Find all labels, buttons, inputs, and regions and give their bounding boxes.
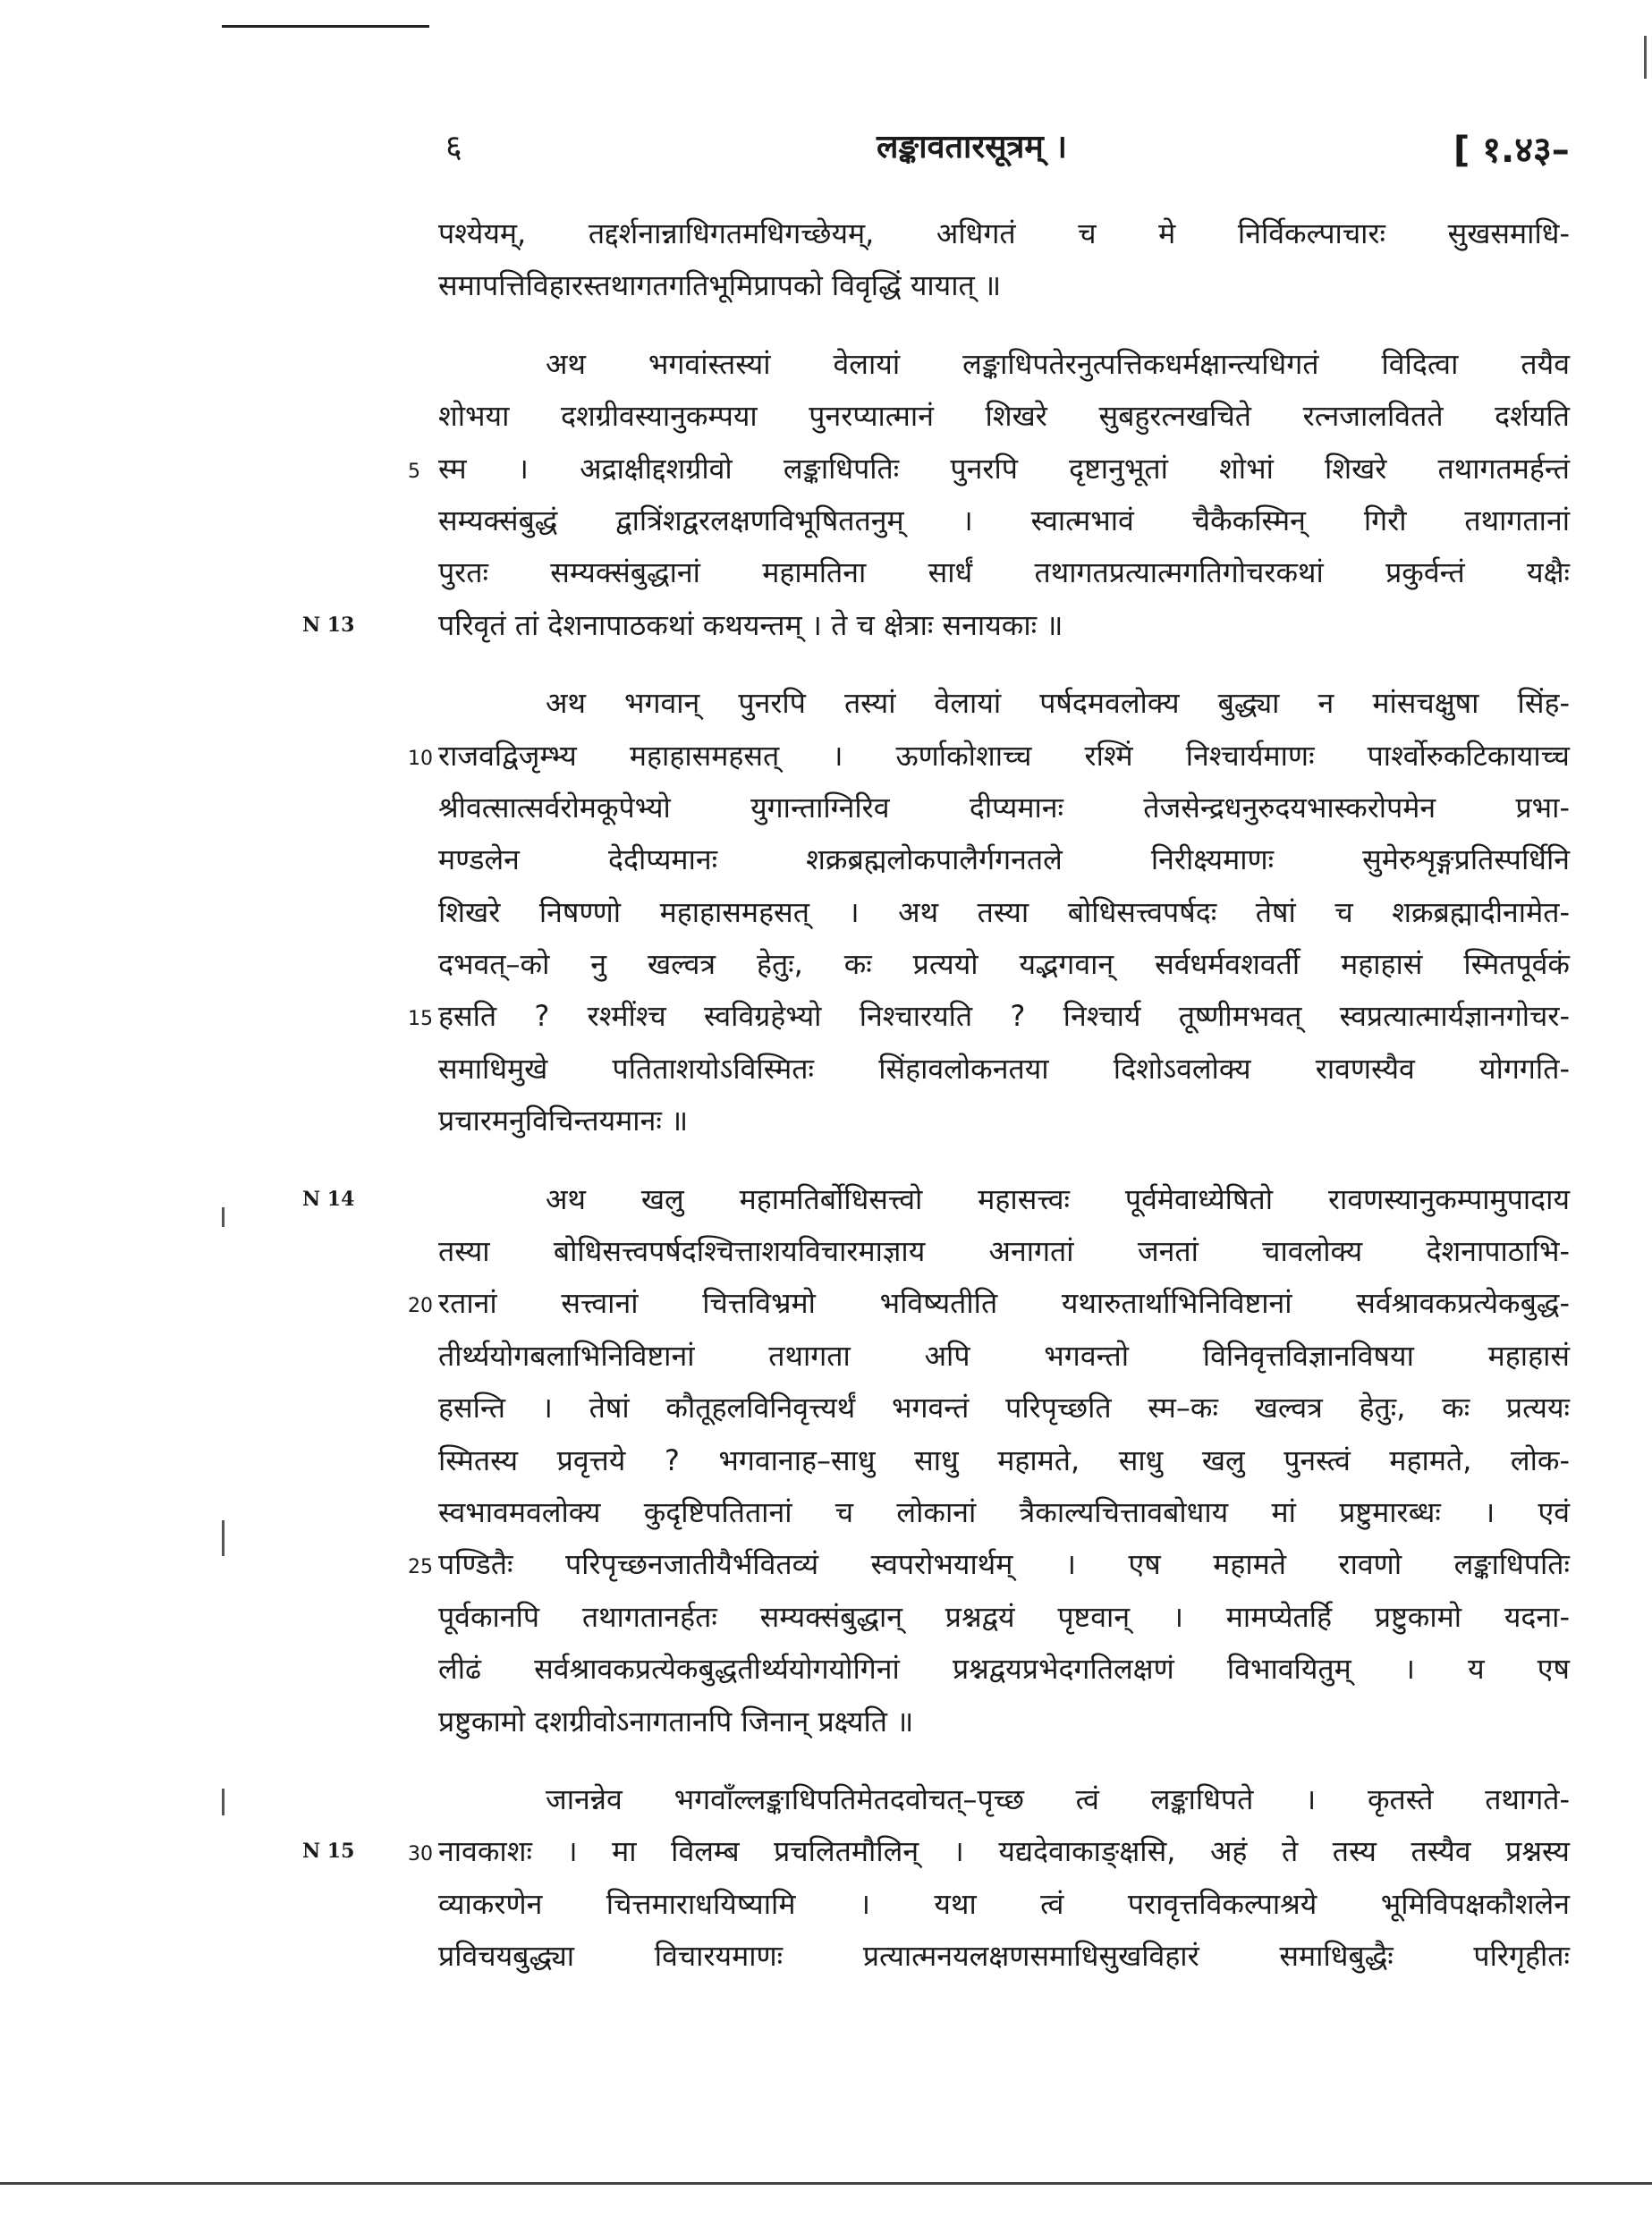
line-text: शोभया दशग्रीवस्यानुकम्पया पुनरप्यात्मानं शिखरे सुबहुरत्नखचिते रत्नजालवितते दर्शयति xyxy=(438,399,1570,434)
line-text: स्वभावमवलोक्य कुदृष्टिपतितानां च लोकानां त्रैकाल्यचित्तावबोधाय मां प्रष्टुमारब्धः । एवं xyxy=(438,1494,1570,1529)
scan-speck xyxy=(222,1207,225,1227)
running-head xyxy=(0,123,1652,177)
line-number: 15 xyxy=(408,1008,433,1031)
line-text: प्रष्टुकामो दशग्रीवोऽनागतानपि जिनान् प्रक्ष्यति ॥ xyxy=(438,1704,914,1739)
line-number: 20 xyxy=(408,1295,433,1318)
text-line xyxy=(438,782,1570,833)
bottom-rule xyxy=(0,2182,1652,2185)
text-line xyxy=(438,546,1570,598)
running-title: लङ्कावतारसूत्रम् । xyxy=(877,129,1068,165)
scan-speck xyxy=(1644,36,1647,79)
line-text: लीढं सर्वश्रावकप्रत्येकबुद्धतीर्थ्ययोगयोगिनां प्रश्नद्वयप्रभेदगतिलक्षणं विभावयितुम् । य एष xyxy=(438,1652,1570,1687)
line-text: अथ भगवान् पुनरपि तस्यां वेलायां पर्षदमवलोक्य बुद्ध्या न मांसचक्षुषा सिंह- xyxy=(546,686,1570,721)
text-line xyxy=(438,1225,1570,1277)
scan-speck xyxy=(222,1520,225,1556)
line-text: प्रविचयबुद्ध्या विचारयमाणः प्रत्यात्मनयलक्षणसमाधिसुखविहारं समाधिबुद्धैः परिगृहीतः xyxy=(438,1939,1570,1974)
text-line xyxy=(438,938,1570,990)
text-line xyxy=(408,730,1570,782)
text-line xyxy=(438,1930,1570,1982)
text-line xyxy=(438,495,1570,546)
text-line xyxy=(438,1643,1570,1695)
manuscript-folio-ref: N 15 xyxy=(302,1840,355,1864)
text-line xyxy=(438,1382,1570,1434)
line-text: शिखरे निषण्णो महाहासमहसत् । अथ तस्या बोधिसत्त्वपर्षदः तेषां च शक्रब्रह्मादीनामेत- xyxy=(438,894,1570,929)
text-line xyxy=(438,390,1570,442)
line-text: स्मितस्य प्रवृत्तये ? भगवानाह–साधु साधु महामते, साधु खलु पुनस्त्वं महामते, लोक- xyxy=(438,1442,1570,1477)
text-line xyxy=(438,1434,1570,1486)
text-line xyxy=(438,1696,1570,1747)
text-line xyxy=(438,833,1570,885)
text-line xyxy=(438,259,1570,311)
line-text: समाधिमुखे पतिताशयोऽविस्मितः सिंहावलोकनतया दिशोऽवलोक्य रावणस्यैव योगगति- xyxy=(438,1051,1570,1086)
line-text: तस्या बोधिसत्त्वपर्षदश्चित्ताशयविचारमाज्ञाय अनागतां जनतां चावलोक्य देशनापाठाभि- xyxy=(438,1234,1570,1269)
line-text: हसति ? रश्मींश्च स्वविग्रहेभ्यो निश्चारयति ? निश्चार्य तूष्णीमभवत् स्वप्रत्यात्मार्यज्ञानगोचर- xyxy=(438,999,1570,1034)
text-line xyxy=(438,1095,1570,1146)
line-text: हसन्ति । तेषां कौतूहलविनिवृत्त्यर्थं भगवन्तं परिपृच्छति स्म–कः खल्वत्र हेतुः, कः प्रत्ययः xyxy=(438,1391,1570,1426)
manuscript-folio-ref: N 13 xyxy=(302,613,355,637)
top-rule xyxy=(222,25,429,28)
line-text: रतानां सत्त्वानां चित्तविभ्रमो भविष्यतीति यथारुतार्थाभिनिविष्टानां सर्वश्रावकप्रत्येकबुद्ध- xyxy=(438,1286,1570,1321)
line-text: नावकाशः । मा विलम्ब प्रचलितमौलिन् । यद्यदेवाकाङ्क्षसि, अहं ते तस्य तस्यैव प्रश्नस्य xyxy=(438,1834,1570,1869)
line-text: अथ भगवांस्तस्यां वेलायां लङ्काधिपतेरनुत्पत्तिकधर्मक्षान्त्यधिगतं विदित्वा तयैव xyxy=(546,346,1570,381)
manuscript-folio-ref: N 14 xyxy=(302,1187,355,1211)
line-text: परिवृतं तां देशनापाठकथां कथयन्तम् । ते च क्षेत्राः सनायकाः ॥ xyxy=(438,607,1063,642)
line-text: श्रीवत्सात्सर्वरोमकूपेभ्यो युगान्ताग्निरिव दीप्यमानः तेजसेन्द्रधनुरुदयभास्करोपमेन प्रभा- xyxy=(438,790,1570,825)
text-line xyxy=(438,1773,1570,1825)
text-line xyxy=(302,1173,1570,1225)
body-text xyxy=(302,207,1570,1983)
text-line xyxy=(438,338,1570,390)
text-line xyxy=(438,1486,1570,1538)
text-line xyxy=(438,1878,1570,1930)
line-text: सम्यक्संबुद्धं द्वात्रिंशद्वरलक्षणविभूषिततनुम् । स्वात्मभावं चैकैकस्मिन् गिरौ तथागतानां xyxy=(438,503,1570,537)
line-text: पुरतः सम्यक्संबुद्धानां महामतिना सार्धं तथागतप्रत्यात्मगतिगोचरकथां प्रकुर्वन्तं यक्षैः xyxy=(438,555,1570,590)
line-text: पण्डितैः परिपृच्छनजातीयैर्भवितव्यं स्वपरोभयार्थम् । एष महामते रावणो लङ्काधिपतिः xyxy=(438,1547,1570,1582)
line-number: 30 xyxy=(408,1843,433,1866)
text-line xyxy=(408,990,1570,1042)
text-line xyxy=(408,443,1570,495)
page-number: ६ xyxy=(445,129,462,165)
text-line xyxy=(302,599,1570,651)
text-line xyxy=(438,886,1570,938)
line-text: तीर्थ्ययोगबलाभिनिविष्टानां तथागता अपि भगवन्तो विनिवृत्तविज्ञानविषया महाहासं xyxy=(438,1338,1570,1373)
line-text: पश्येयम्, तद्दर्शनान्नाधिगतमधिगच्छेयम्, अधिगतं च मे निर्विकल्पाचारः सुखसमाधि- xyxy=(438,216,1570,250)
line-text: प्रचारमनुविचिन्तयमानः ॥ xyxy=(438,1104,689,1138)
line-text: जानन्नेव भगवाँल्लङ्काधिपतिमेतदवोचत्–पृच्छ त्वं लङ्काधिपते । कृतस्ते तथागते- xyxy=(546,1781,1570,1816)
line-text: स्म । अद्राक्षीद्दशग्रीवो लङ्काधिपतिः पुनरपि दृष्टानुभूतां शोभां शिखरे तथागतमर्हन्तं xyxy=(438,451,1570,486)
text-line xyxy=(438,1591,1570,1643)
text-line xyxy=(438,207,1570,259)
section-reference: [ १.४३– xyxy=(1453,130,1570,171)
text-line xyxy=(438,1330,1570,1382)
line-text: दभवत्–को नु खल्वत्र हेतुः, कः प्रत्ययो यद्भगवान् सर्वधर्मवशवर्ती महाहासं स्मितपूर्वकं xyxy=(438,947,1570,982)
line-number: 5 xyxy=(408,460,420,483)
line-number: 25 xyxy=(408,1556,433,1579)
scan-speck xyxy=(222,1789,225,1815)
text-line xyxy=(408,1538,1570,1590)
line-text: समापत्तिविहारस्तथागतगतिभूमिप्रापको विवृद्धिं यायात् ॥ xyxy=(438,268,1002,303)
text-line xyxy=(302,1825,1570,1877)
line-text: राजवद्विजृम्भ्य महाहासमहसत् । ऊर्णाकोशाच्च रश्मिं निश्चार्यमाणः पार्श्वोरुकटिकायाच्च xyxy=(438,738,1570,773)
line-number: 10 xyxy=(408,747,433,770)
line-text: मण्डलेन देदीप्यमानः शक्रब्रह्मलोकपालैर्गगनतले निरीक्ष्यमाणः सुमेरुशृङ्गप्रतिस्पर्धिनि xyxy=(438,842,1570,877)
text-line xyxy=(408,1277,1570,1329)
text-line xyxy=(438,1043,1570,1095)
line-text: अथ खलु महामतिर्बोधिसत्त्वो महासत्त्वः पूर्वमेवाध्येषितो रावणस्यानुकम्पामुपादाय xyxy=(546,1181,1570,1216)
line-text: पूर्वकानपि तथागतानर्हतः सम्यक्संबुद्धान् प्रश्नद्वयं पृष्टवान् । मामप्येतर्हि प्रष्टुकामो यदना- xyxy=(438,1599,1570,1634)
text-line xyxy=(438,677,1570,729)
line-text: व्याकरणेन चित्तमाराधयिष्यामि । यथा त्वं परावृत्तविकल्पाश्रये भूमिविपक्षकौशलेन xyxy=(438,1886,1570,1921)
